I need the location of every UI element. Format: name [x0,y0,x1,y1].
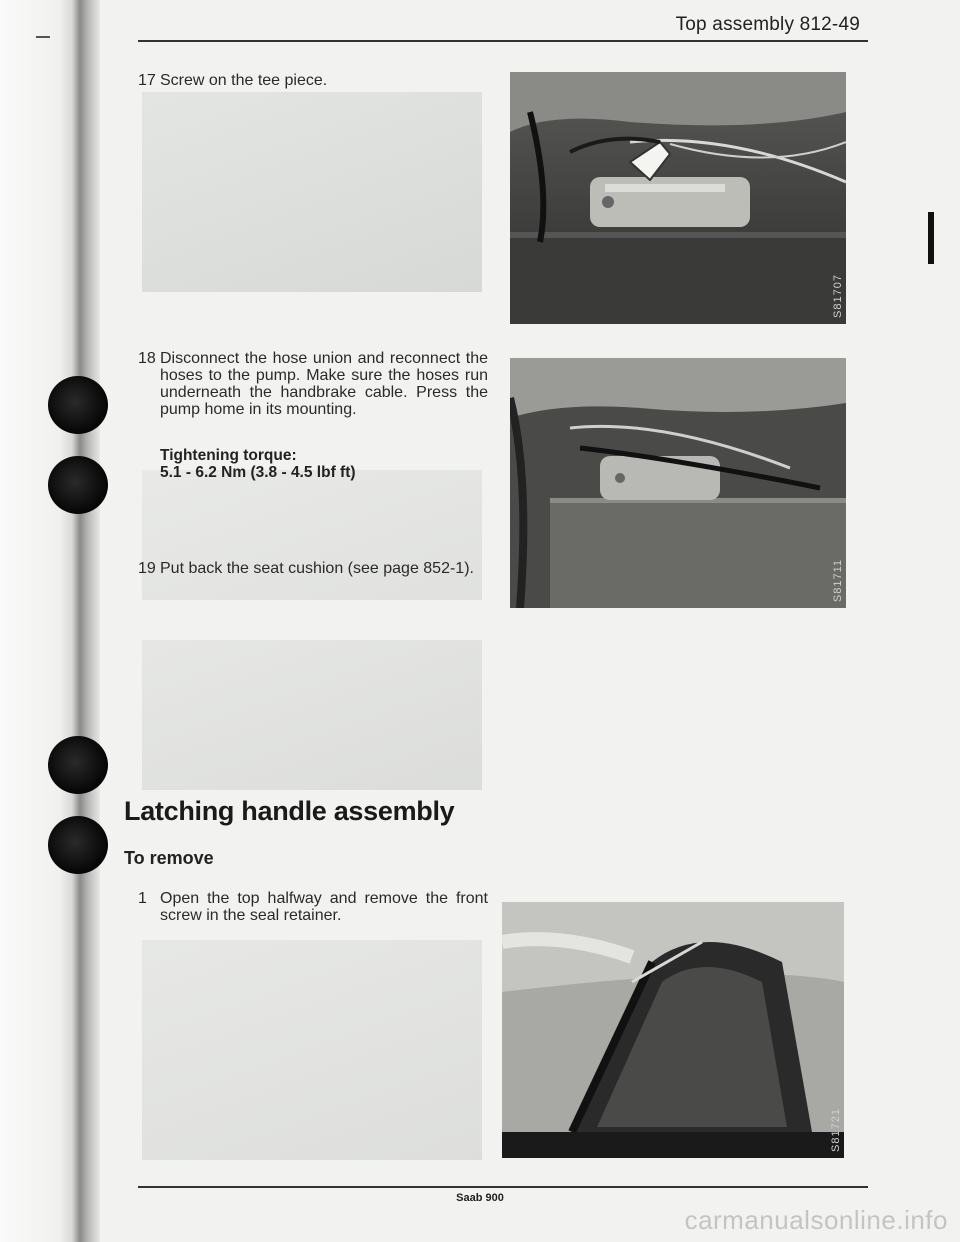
margin-tick [36,36,50,38]
footer-model-label: Saab 900 [456,1192,504,1204]
binder-hole [48,456,108,514]
torque-value: 5.1 - 6.2 Nm (3.8 - 4.5 lbf ft) [160,464,356,481]
step-number: 17 [138,72,156,89]
step-text: Open the top halfway and remove the front screw in the seal retainer. [160,890,488,924]
binder-hole [48,736,108,794]
photo-seal-retainer-image [502,902,844,1158]
page-header-title: Top assembly 812-49 [675,14,860,35]
step-number: 1 [138,890,147,907]
step-number: 19 [138,560,156,577]
step-text: Put back the seat cushion (see page 852-1). [160,560,474,577]
photo-pump-hoses [510,358,846,608]
photo-code: S81711 [832,558,844,602]
photo-code: S81707 [832,274,844,318]
torque-spec [160,447,356,481]
binder-hole [48,376,108,434]
header-rule [138,40,868,42]
section-heading: Latching handle assembly [124,796,455,826]
step-19 [138,560,488,577]
photo-code: S81721 [830,1108,842,1152]
show-through-area [142,640,482,790]
show-through-area [142,92,482,292]
torque-label: Tightening torque: [160,447,297,464]
footer-rule [138,1186,868,1188]
show-through-area [142,470,482,600]
photo-pump-tee-piece-image [510,72,846,324]
step-text: Disconnect the hose union and reconnect the hoses to the pump. Make sure the hoses run underneath the handbrake cable. Press the pump home in its mounting. [160,350,488,418]
watermark: carmanualsonline.info [684,1205,948,1235]
binder-hole [48,816,108,874]
photo-pump-hoses-image [510,358,846,608]
step-text: Screw on the tee piece. [160,72,328,89]
step-number: 18 [138,350,156,367]
show-through-area [142,940,482,1160]
step-1 [138,890,488,924]
step-17 [138,72,488,89]
page-binding-edge [0,0,100,1242]
section-subheading: To remove [124,848,214,868]
step-18 [138,350,488,418]
margin-marker [928,212,934,264]
photo-pump-tee-piece [510,72,846,324]
photo-seal-retainer [502,902,844,1158]
